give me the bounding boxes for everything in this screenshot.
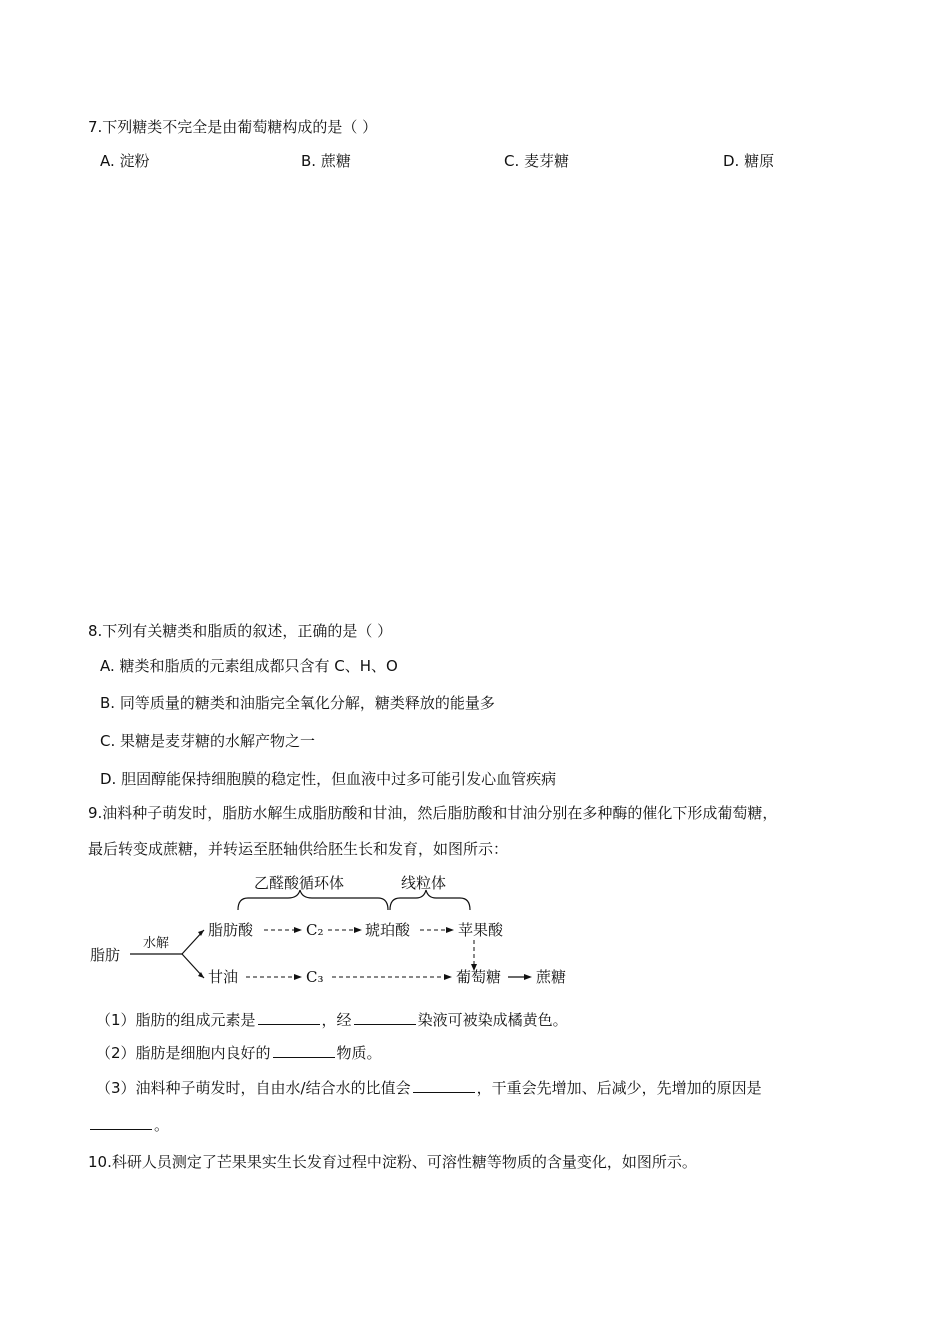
q9-sub1-text-a: （1）脂肪的组成元素是 xyxy=(96,1011,256,1029)
hydrolysis-label: 水解 xyxy=(143,936,170,951)
fatty-acid-label: 脂肪酸 xyxy=(208,921,254,939)
c3-label: C₃ xyxy=(306,968,324,986)
q9-sub1-text-c: 染液可被染成橘黄色。 xyxy=(417,1011,568,1029)
q10-stem: 10.科研人员测定了芒果果实生长发育过程中淀粉、可溶性糖等物质的含量变化，如图所示。 xyxy=(88,1153,697,1171)
q9-sub1-blank-2[interactable] xyxy=(354,1010,416,1025)
glucose-label: 葡萄糖 xyxy=(456,968,502,986)
q8-option-d: D. 胆固醇能保持细胞膜的稳定性，但血液中过多可能引发心血管疾病 xyxy=(100,770,557,788)
q7-option-c: C. 麦芽糖 xyxy=(504,152,570,170)
q9-sub3-end: 。 xyxy=(154,1116,170,1134)
q9-stem-line2: 最后转变成蔗糖，并转运至胚轴供给胚生长和发育，如图所示： xyxy=(88,840,509,858)
q9-sub2-text-a: （2）脂肪是细胞内良好的 xyxy=(96,1044,271,1062)
q9-sub1 xyxy=(96,1010,568,1030)
sucrose-label: 蔗糖 xyxy=(536,968,567,986)
c2-label: C₂ xyxy=(306,921,324,939)
q9-sub3-blank-2[interactable] xyxy=(90,1115,152,1130)
q7-option-a: A. 淀粉 xyxy=(100,152,150,170)
q8-option-a: A. 糖类和脂质的元素组成都只含有 C、H、O xyxy=(100,657,398,675)
q9-sub3 xyxy=(96,1078,762,1098)
fat-metabolism-diagram xyxy=(88,870,588,1000)
glyoxysome-brace xyxy=(238,890,388,910)
q9-sub3-text-a: （3）油料种子萌发时，自由水/结合水的比值会 xyxy=(96,1079,411,1097)
mitochondria-label: 线粒体 xyxy=(401,874,447,892)
q7-option-d: D. 糖原 xyxy=(723,152,775,170)
q9-sub1-text-b: ，经 xyxy=(321,1011,352,1029)
q9-sub2-text-b: 物质。 xyxy=(336,1044,382,1062)
q9-sub3-blank-1[interactable] xyxy=(413,1078,475,1093)
q9-sub2-blank[interactable] xyxy=(273,1043,335,1058)
q7-option-b: B. 蔗糖 xyxy=(301,152,351,170)
q9-sub1-blank-1[interactable] xyxy=(258,1010,320,1025)
q9-stem-line1: 9.油料种子萌发时，脂肪水解生成脂肪酸和甘油，然后脂肪酸和甘油分别在多种酶的催化下形成葡萄糖， xyxy=(88,804,778,822)
q9-sub3-text-b: ，干重会先增加、后减少，先增加的原因是 xyxy=(476,1079,762,1097)
glycerol-label: 甘油 xyxy=(208,968,239,986)
mitochondria-brace xyxy=(390,890,470,910)
q7-stem: 7.下列糖类不完全是由葡萄糖构成的是（ ） xyxy=(88,118,378,136)
q8-option-b: B. 同等质量的糖类和油脂完全氧化分解，糖类释放的能量多 xyxy=(100,694,495,712)
glyoxysome-label: 乙醛酸循环体 xyxy=(254,874,345,892)
malic-acid-label: 苹果酸 xyxy=(458,921,504,939)
fat-label: 脂肪 xyxy=(90,946,121,964)
q8-stem: 8.下列有关糖类和脂质的叙述，正确的是（ ） xyxy=(88,622,393,640)
q9-sub3-continued xyxy=(88,1115,169,1135)
q8-option-c: C. 果糖是麦芽糖的水解产物之一 xyxy=(100,732,316,750)
succinic-acid-label: 琥珀酸 xyxy=(365,921,411,939)
q9-sub2 xyxy=(96,1043,382,1063)
